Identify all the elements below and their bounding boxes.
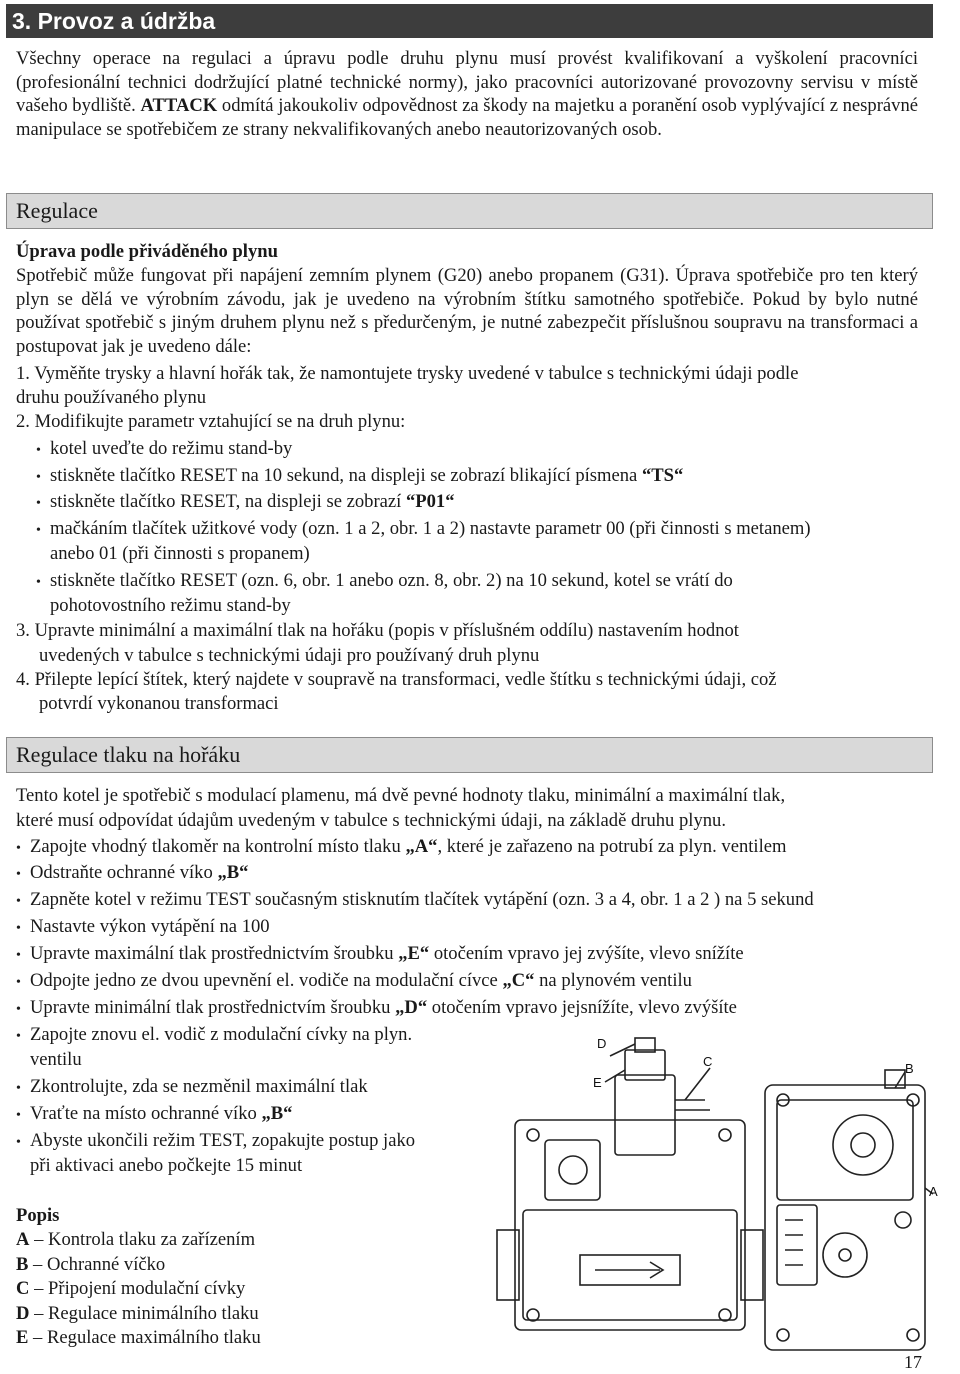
step-3b: uvedených v tabulce s technickými údaji pro používaný druh plynu xyxy=(39,645,540,666)
list-item: • Zapojte znovu el. vodič z modulační cívky na plyn. xyxy=(16,1023,412,1049)
tlak-header xyxy=(6,737,933,773)
intro-text-1: Všechny operace na regulaci a úpravu podle druhu plynu musí provést kvalifikovaní a vyškolení pracovníci (profesionální technici dodržující platné technické normy), jako pracovníci autorizované provozovny servisu v místě vašeho bydliště. xyxy=(16,48,918,116)
regulace-header xyxy=(6,193,933,229)
list-item-continued: anebo 01 (při činnosti s propanem) xyxy=(50,543,310,564)
list-item: • stiskněte tlačítko RESET, na displeji se zobrazí “P01“ xyxy=(36,490,455,516)
regulace-subtitle: Úprava podle přiváděného plynu xyxy=(16,241,278,262)
regulace-paragraph: Spotřebič může fungovat při napájení zemním plynem (G20) anebo propanem (G31). Úprava spotřebiče pro ten který plyn se dělá ve výrobním závodu, jak je uvedeno na výrobním štítku samotného spotřebiče. Pokud by bylo nutné používat spotřebič s jiným druhem plynu než s předurčeným, je nutné zabezpečit příslušnou soupravu na transformaci a postupovat jak je uvedeno dále: xyxy=(16,265,918,357)
label-e: E xyxy=(593,1075,602,1090)
tlak-title: Regulace tlaku na hořáku xyxy=(16,742,241,767)
label-c: C xyxy=(703,1054,713,1069)
list-item: • Vraťte na místo ochranné víko „B“ xyxy=(16,1102,292,1128)
popis-item: C – Připojení modulační cívky xyxy=(16,1278,246,1299)
tlak-paragraph-1: Tento kotel je spotřebič s modulací plamenu, má dvě pevné hodnoty tlaku, minimální a maximální tlak, xyxy=(16,785,786,806)
popis-title: Popis xyxy=(16,1205,60,1226)
tlak-paragraph-2: které musí odpovídat údajům uvedeným v tabulce s technickými údaji, na základě druhu plynu. xyxy=(16,810,726,831)
intro-text-2: odmítá jakoukoliv odpovědnost za škody na majetku a poranění osob vyplývající z nesprávné manipulace se spotřebičem ze strany nekvalifikovaných anebo neautorizovaných osob. xyxy=(16,95,918,140)
step-1b: druhu používaného plynu xyxy=(16,387,207,408)
step-3a: 3. Upravte minimální a maximální tlak na hořáku (popis v příslušném oddílu) nastavením hodnot xyxy=(16,620,739,641)
intro-paragraph xyxy=(16,47,918,141)
step-2: 2. Modifikujte parametr vztahující se na druh plynu: xyxy=(16,411,406,432)
label-a: A xyxy=(929,1184,938,1199)
label-b: B xyxy=(905,1061,914,1076)
step-4b: potvrdí vykonanou transformaci xyxy=(39,693,279,714)
step-4a: 4. Přilepte lepící štítek, který najdete v soupravě na transformaci, vedle štítku s technickými údaji, což xyxy=(16,669,777,690)
popis-item: A – Kontrola tlaku za zařízením xyxy=(16,1229,256,1250)
list-item: • Odpojte jedno ze dvou upevnění el. vodiče na modulační cívce „C“ na plynovém ventilu xyxy=(16,969,692,995)
list-item: • Zapojte vhodný tlakoměr na kontrolní místo tlaku „A“, které je zařazeno na potrubí za plyn. ventilem xyxy=(16,835,786,861)
popis-item: E – Regulace maximálního tlaku xyxy=(16,1327,261,1348)
step-1a: 1. Vyměňte trysky a hlavní hořák tak, že namontujete trysky uvedené v tabulce s technickými údaji podle xyxy=(16,363,799,384)
list-item: • Zkontrolujte, zda se nezměnil maximální tlak xyxy=(16,1075,368,1101)
list-item: • Upravte maximální tlak prostřednictvím šroubku „E“ otočením vpravo jej zvýšíte, vlevo snížíte xyxy=(16,942,744,968)
list-item-continued: při aktivaci anebo počkejte 15 minut xyxy=(30,1155,303,1176)
list-item: • mačkáním tlačítek užitkové vody (ozn. 1 a 2, obr. 1 a 2) nastavte parametr 00 (při činnosti s metanem) xyxy=(36,517,811,543)
list-item: • Zapněte kotel v režimu TEST současným stisknutím tlačítek vytápění (ozn. 3 a 4, obr. 1 a 2 ) na 5 sekund xyxy=(16,888,814,914)
label-d: D xyxy=(597,1036,607,1051)
section-header xyxy=(6,4,933,38)
list-item: • stiskněte tlačítko RESET na 10 sekund, na displeji se zobrazí blikající písmena “TS“ xyxy=(36,464,683,490)
list-item: • Odstraňte ochranné víko „B“ xyxy=(16,861,248,887)
page-number: 17 xyxy=(904,1352,922,1372)
list-item: • Upravte minimální tlak prostřednictvím šroubku „D“ otočením vpravo jejsnížíte, vlevo zvýšíte xyxy=(16,996,737,1022)
list-item: • stiskněte tlačítko RESET (ozn. 6, obr. 1 anebo ozn. 8, obr. 2) na 10 sekund, kotel se vrátí do xyxy=(36,569,733,595)
popis-item: D – Regulace minimálního tlaku xyxy=(16,1303,259,1324)
section-title: 3. Provoz a údržba xyxy=(12,8,216,34)
list-item-continued: ventilu xyxy=(30,1049,82,1070)
brand-name: ATTACK xyxy=(140,95,218,116)
regulace-title: Regulace xyxy=(16,198,98,223)
list-item-continued: pohotovostního režimu stand-by xyxy=(50,595,291,616)
gas-valve-diagram xyxy=(485,1030,960,1360)
list-item: • kotel uveďte do režimu stand-by xyxy=(36,437,292,463)
list-item: • Abyste ukončili režim TEST, zopakujte postup jako xyxy=(16,1129,415,1155)
popis-item: B – Ochranné víčko xyxy=(16,1254,166,1275)
list-item: • Nastavte výkon vytápění na 100 xyxy=(16,915,270,941)
